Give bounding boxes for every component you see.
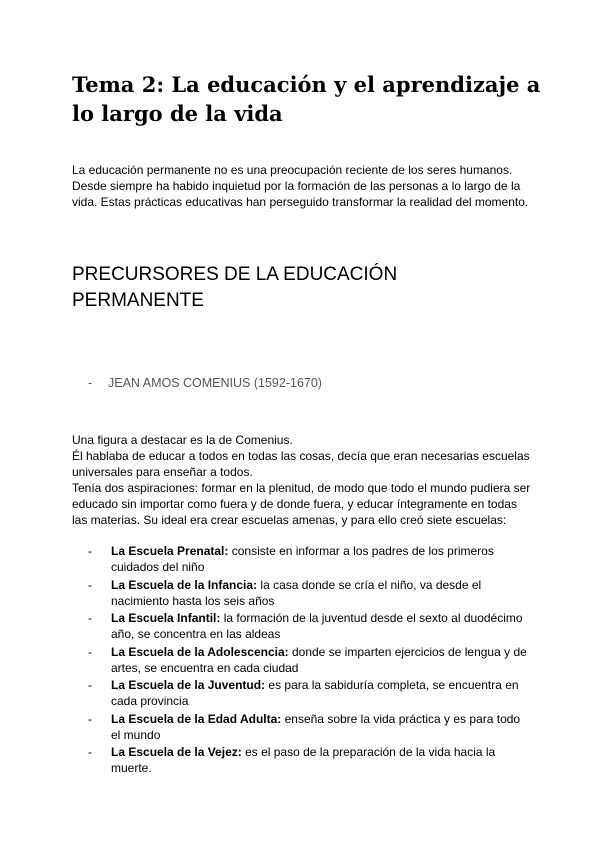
school-description: la casa donde se cría el niño, va desde el nacimiento hasta los seis años [111, 577, 482, 608]
list-item [72, 744, 532, 776]
school-description: donde se imparten ejercicios de lengua y de artes, se encuentra en cada ciudad [111, 644, 527, 675]
list-item [72, 644, 532, 676]
school-name: La Escuela de la Juventud: [111, 678, 266, 692]
list-item [72, 711, 532, 743]
body-text [72, 432, 534, 528]
person-heading [88, 375, 322, 391]
person-name: JEAN AMOS COMENIUS (1592-1670) [108, 376, 322, 390]
dash-bullet: - [88, 376, 93, 390]
page-title: Tema 2: La educación y el aprendizaje a lo largo de la vida [72, 72, 541, 126]
dash-bullet: - [88, 745, 92, 759]
list-item [72, 543, 532, 575]
list-item [72, 610, 532, 642]
dash-bullet: - [88, 544, 92, 558]
section-heading: PRECURSORES DE LA EDUCACIÓN PERMANENTE [72, 264, 398, 311]
list-item [72, 577, 532, 609]
dash-bullet: - [88, 678, 92, 692]
school-name: La Escuela de la Edad Adulta: [111, 711, 282, 726]
intro-paragraph: La educación permanente no es una preocupación reciente de los seres humanos. Desde siempre ha habido inquietud por la formación de las personas a lo largo de la vida. Estas prácticas educativas han perseguido transformar la realidad del momento. [72, 163, 529, 209]
body-paragraph: Una figura a destacar es la de Comenius. [72, 433, 293, 447]
school-description: es el paso de la preparación de la vida hacia la muerte. [111, 745, 496, 775]
school-name: La Escuela Infantil: [111, 611, 221, 625]
school-description: es para la sabiduría completa, se encuentra en cada provincia [111, 678, 519, 708]
list-item [72, 677, 532, 709]
dash-bullet: - [88, 577, 92, 592]
school-name: La Escuela Prenatal: [111, 544, 229, 558]
schools-list [72, 543, 532, 778]
school-name: La Escuela de la Adolescencia: [111, 644, 289, 659]
dash-bullet: - [88, 611, 92, 625]
school-name: La Escuela de la Infancia: [111, 577, 258, 592]
body-paragraph: Tenía dos aspiraciones: formar en la plenitud, de modo que todo el mundo pudiera ser educado sin importar como fuera y de donde fuera, y educar íntegramente en todas las materias. Su ideal era crear escuelas amenas, y para ello creó siete escuelas: [72, 481, 531, 527]
body-paragraph: Él hablaba de educar a todos en todas las cosas, decía que eran necesarias escuelas universales para enseñar a todos. [72, 449, 530, 479]
school-description: consiste en informar a los padres de los primeros cuidados del niño [111, 544, 494, 574]
dash-bullet: - [88, 711, 92, 726]
school-description: enseña sobre la vida práctica y es para todo el mundo [111, 711, 521, 742]
dash-bullet: - [88, 644, 92, 659]
school-name: La Escuela de la Vejez: [111, 745, 242, 759]
school-description: la formación de la juventud desde el sexto al duodécimo año, se concentra en las aldeas [111, 611, 523, 641]
